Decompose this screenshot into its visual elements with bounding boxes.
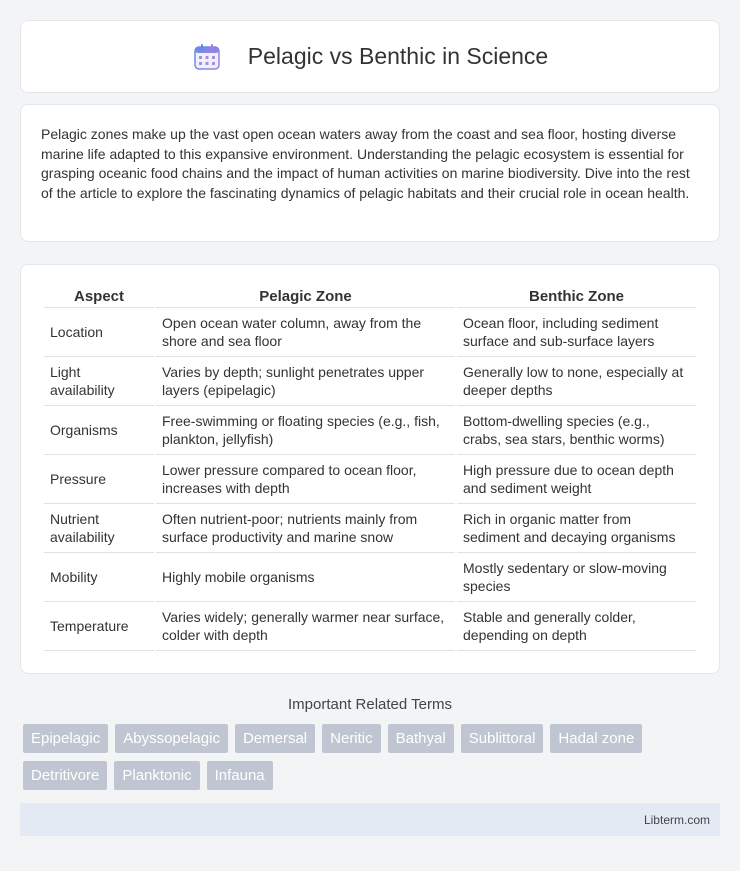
tag-hadal-zone[interactable]: Hadal zone <box>550 724 642 753</box>
page-title: Pelagic vs Benthic in Science <box>247 43 549 69</box>
cell-pelagic: Varies widely; generally warmer near surface, colder with depth <box>156 602 455 651</box>
cell-pelagic: Highly mobile organisms <box>156 553 455 602</box>
cell-aspect: Location <box>44 308 154 357</box>
table-row <box>44 553 696 602</box>
footer-site-link[interactable]: Libterm.com <box>643 812 710 827</box>
cell-benthic: Rich in organic matter from sediment and decaying organisms <box>457 504 696 553</box>
cell-aspect: Light availability <box>44 357 154 406</box>
tag-epipelagic[interactable]: Epipelagic <box>23 724 108 753</box>
header-card <box>20 20 720 93</box>
comparison-table-card <box>20 264 720 674</box>
header-aspect: Aspect <box>44 285 154 308</box>
table-row <box>44 406 696 455</box>
tag-demersal[interactable]: Demersal <box>235 724 315 753</box>
tag-abyssopelagic[interactable]: Abyssopelagic <box>115 724 228 753</box>
cell-pelagic: Free-swimming or floating species (e.g., fish, plankton, jellyfish) <box>156 406 455 455</box>
table-row <box>44 455 696 504</box>
cell-benthic: Generally low to none, especially at deeper depths <box>457 357 696 406</box>
tag-infauna[interactable]: Infauna <box>207 761 273 790</box>
cell-pelagic: Often nutrient-poor; nutrients mainly from surface productivity and marine snow <box>156 504 455 553</box>
table-row <box>44 504 696 553</box>
cell-aspect: Nutrient availability <box>44 504 154 553</box>
table-row <box>44 308 696 357</box>
cell-aspect: Pressure <box>44 455 154 504</box>
intro-text: Pelagic zones make up the vast open ocean waters away from the coast and sea floor, hosting diverse marine life adapted to this expansive environment. Understanding the pelagic ecosystem is essential for grasping oceanic food chains and the impact of human activities on marine biodiversity. Dive into the rest of the article to explore the fascinating dynamics of pelagic habitats and their crucial role in ocean health. <box>41 126 690 201</box>
cell-aspect: Mobility <box>44 553 154 602</box>
cell-benthic: Ocean floor, including sediment surface and sub-surface layers <box>457 308 696 357</box>
intro-card <box>20 104 720 242</box>
comparison-table <box>42 285 698 651</box>
tag-bathyal[interactable]: Bathyal <box>388 724 454 753</box>
tag-detritivore[interactable]: Detritivore <box>23 761 107 790</box>
cell-pelagic: Lower pressure compared to ocean floor, increases with depth <box>156 455 455 504</box>
cell-aspect: Organisms <box>44 406 154 455</box>
cell-benthic: High pressure due to ocean depth and sediment weight <box>457 455 696 504</box>
header-pelagic: Pelagic Zone <box>156 285 455 308</box>
cell-benthic: Stable and generally colder, depending on depth <box>457 602 696 651</box>
cell-pelagic: Varies by depth; sunlight penetrates upper layers (epipelagic) <box>156 357 455 406</box>
related-terms-title: Important Related Terms <box>288 696 452 713</box>
footer <box>20 803 720 836</box>
cell-aspect: Temperature <box>44 602 154 651</box>
table-row <box>44 357 696 406</box>
calendar-icon <box>192 42 222 72</box>
table-header-row <box>44 285 696 308</box>
cell-benthic: Mostly sedentary or slow-moving species <box>457 553 696 602</box>
tag-neritic[interactable]: Neritic <box>322 724 381 753</box>
tag-sublittoral[interactable]: Sublittoral <box>461 724 544 753</box>
table-row <box>44 602 696 651</box>
header-benthic: Benthic Zone <box>457 285 696 308</box>
related-terms-tags <box>20 724 720 790</box>
tag-planktonic[interactable]: Planktonic <box>114 761 199 790</box>
cell-pelagic: Open ocean water column, away from the shore and sea floor <box>156 308 455 357</box>
related-terms-section <box>20 696 720 790</box>
cell-benthic: Bottom-dwelling species (e.g., crabs, sea stars, benthic worms) <box>457 406 696 455</box>
